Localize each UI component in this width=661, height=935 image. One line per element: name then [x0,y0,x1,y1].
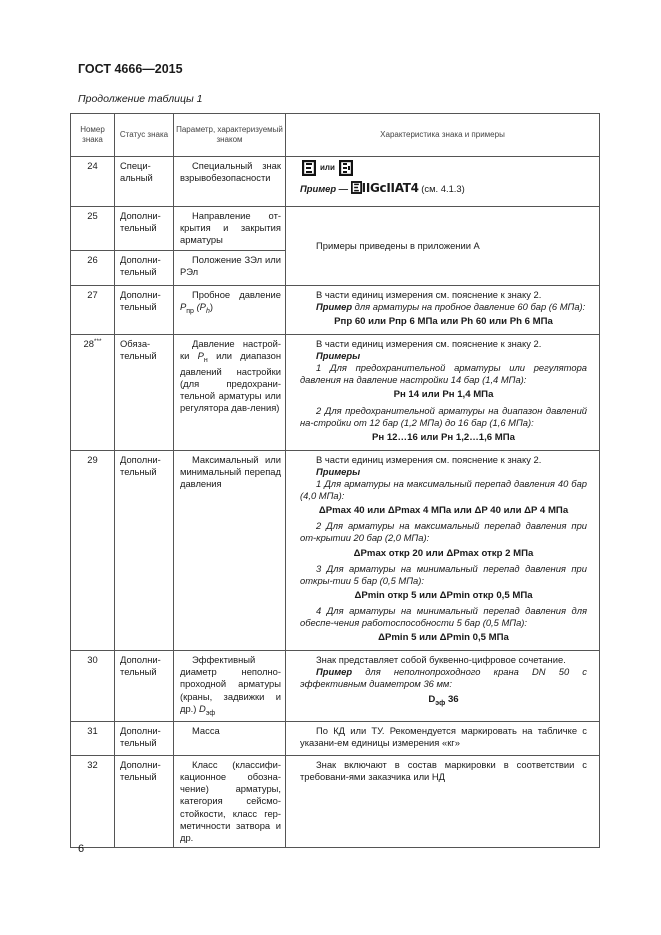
cell-desc [286,157,600,207]
table-row [71,651,600,722]
desc-text: В части единиц измерения см. пояснение к знаку 2. [316,289,542,300]
table-row [71,756,600,847]
param-text: Масса [192,725,220,737]
cell-desc [286,756,600,847]
header-param: Параметр, характеризуемый знаком [174,114,286,157]
example-line [300,181,587,196]
cell-status: Специ-альный [115,157,174,207]
formula: Pн 12…16 или Pн 1,2…1,6 МПа [371,431,516,443]
desc-example: Пример для неполнопроходного крана DN 50 с эффективным диаметром 36 мм: [300,666,587,690]
cell-desc [286,286,600,335]
ex-mark-icon [302,160,316,176]
param-text: Эффективный диаметр неполно-проходной арматуры (краны, задвижки и др.) $D_{эф}$ [180,654,281,717]
header-desc: Характеристика знака и примеры [286,114,600,157]
cell-param [174,157,286,207]
cell-param [174,651,286,722]
table-row [71,286,600,335]
explosion-proof-symbols [302,160,353,176]
desc-text: Знак включают в состав маркировки в соответствии с требовани-ями заказчика или НД [300,759,587,783]
cell-param [174,251,286,286]
param-text: Пробное давление $P_{пр}$ $(P_h)$ [180,289,281,315]
cell-status: Дополни-тельный [115,651,174,722]
param-text: Класс (классифи-кационное обозна-чение) арматуры, категория сейсмо-стойкости, класс гер-метичности затвора и др. [180,759,281,843]
example-label: Пример — [300,183,349,195]
cell-num: 27 [71,286,115,335]
desc-text: В части единиц измерения см. пояснение к знаку 2. [316,454,542,466]
cell-param [174,207,286,251]
header-status: Статус знака [115,114,174,157]
table-row [71,157,600,207]
cell-status: Дополни-тельный [115,207,174,251]
cell-param [174,335,286,451]
formula: ΔPmax 40 или ΔPmax 4 МПа или ΔP 40 или ΔP 4 МПа [318,505,569,517]
cell-desc [286,722,600,756]
cell-desc [286,451,600,651]
param-text: Направление от-крытия и закрытия арматуры [180,210,281,246]
cell-desc [286,651,600,722]
header-num: Номер знака [71,114,115,157]
cell-param [174,722,286,756]
marks-table [70,113,600,848]
cell-desc [286,207,600,286]
param-text: Максимальный или минимальный перепад давления [180,454,281,490]
desc-text: Знак представляет собой буквенно-цифровое сочетание. [316,654,566,666]
table-row [71,451,600,651]
table-row [71,207,600,251]
desc-example: Пример для арматуры на пробное давление 60 бар (6 МПа): [316,301,586,313]
desc-text: 3 Для арматуры на минимальный перепад давления при откры-тии 5 бар (0,5 МПа): [300,562,587,586]
table-continuation-caption: Продолжение таблицы 1 [78,93,203,105]
formula: ΔPmax откр 20 или ΔPmax откр 2 МПа [353,547,534,559]
cell-num: 31 [71,722,115,756]
param-text: Положение ЗЭл или РЭл [180,254,281,278]
cell-num: 26 [71,251,115,286]
or-word: или [320,162,335,172]
cell-status: Дополни-тельный [115,251,174,286]
formula: Pпр 60 или Pпр 6 МПа или Ph 60 или Ph 6 МПа [334,316,553,328]
ex-inline-icon [351,181,362,194]
desc-text: По КД или ТУ. Рекомендуется маркировать на табличке с указани-ем единицы измерения «кг» [300,725,587,749]
param-text: Специальный знак взрывобезопасности [180,160,281,184]
cell-status: Дополни-тельный [115,451,174,651]
cell-num: 32 [71,756,115,847]
formula: Pн 14 или Pн 1,4 МПа [393,389,494,401]
desc-text: 1 Для арматуры на максимальный перепад давления 40 бар (4,0 МПа): [300,478,587,502]
cell-status: Обяза-тельный [115,335,174,451]
cell-desc [286,335,600,451]
table-header-row [71,114,600,157]
cell-num: 29 [71,451,115,651]
formula: $D_{эф}$ 36 [428,693,459,707]
formula: ΔPmin откр 5 или ΔPmin откр 0,5 МПа [354,589,533,601]
cell-num: 25 [71,207,115,251]
cell-status: Дополни-тельный [115,756,174,847]
table-row [71,335,600,451]
standard-title: ГОСТ 4666—2015 [78,62,183,76]
cell-status: Дополни-тельный [115,722,174,756]
desc-examples-title: Примеры [316,350,361,362]
formula: ΔPmin 5 или ΔPmin 0,5 МПа [378,632,509,644]
desc-text: Примеры приведены в приложении А [316,239,480,251]
cell-num: 30 [71,651,115,722]
table-row [71,722,600,756]
page-number: 6 [78,843,85,855]
cell-param [174,756,286,847]
desc-text: В части единиц измерения см. пояснение к знаку 2. [316,338,542,350]
cell-status: Дополни-тельный [115,286,174,335]
desc-text: 4 Для арматуры на минимальный перепад давления для обеспе-чения работоспособности 5 бар (0,5 МПа): [300,605,587,629]
cell-num: 28*** [71,335,115,451]
ex-mark-alt-icon [339,160,353,176]
param-text: Давление настрой-ки $P_н$ или диапазон давлений настройки (для предохрани-тельной арматуры или регулятора дав-ления) [180,338,281,414]
desc-text: 1 Для предохранительной арматуры или регулятора давления на давление настройки 14 бар (1,4 МПа): [300,362,587,386]
desc-text: 2 Для предохранительной арматуры на диапазон давлений на-стройки от 12 бар (1,2 МПа) до 16 бар (1,6 МПа): [300,404,587,428]
cell-param [174,451,286,651]
desc-examples-title: Примеры [316,466,361,478]
example-ref: (см. 4.1.3) [421,183,465,195]
cell-param [174,286,286,335]
example-mark: IIGcIIAT4 [361,181,419,196]
desc-text: 2 Для арматуры на максимальный перепад давления при от-крытии 20 бар (2,0 МПа): [300,520,587,544]
cell-num: 24 [71,157,115,207]
